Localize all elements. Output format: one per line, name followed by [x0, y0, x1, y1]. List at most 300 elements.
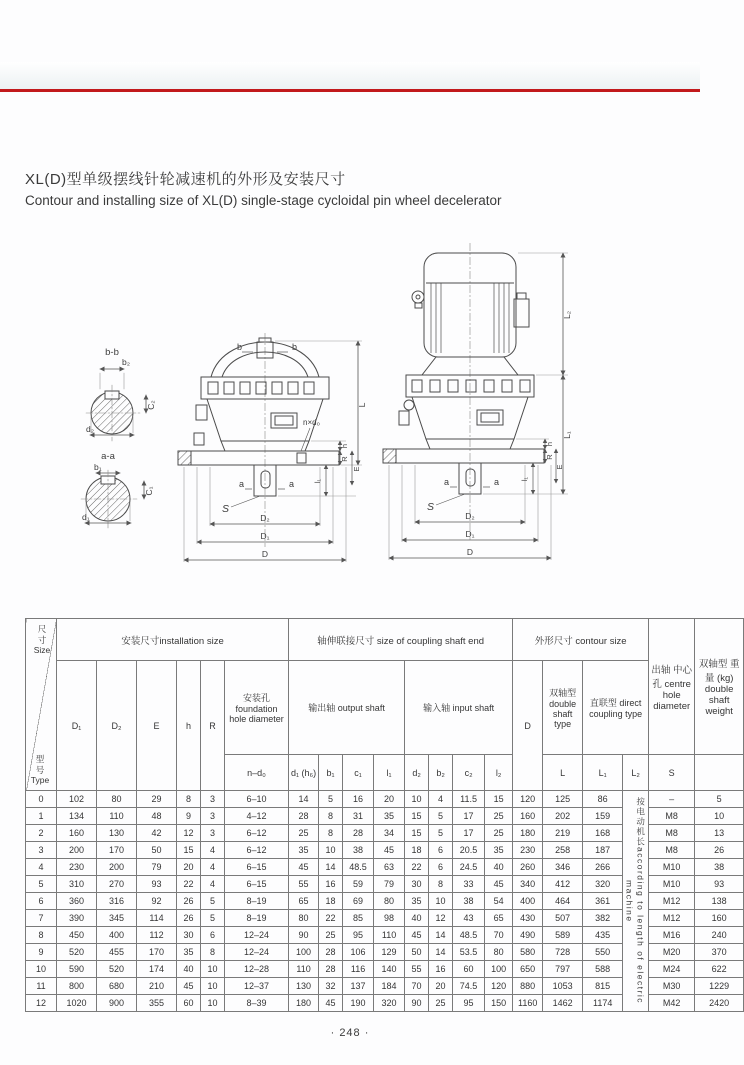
table-cell: 180 [289, 995, 319, 1012]
table-cell: M30 [649, 978, 695, 995]
table-cell: 187 [583, 842, 623, 859]
table-cell: 184 [374, 978, 405, 995]
table-cell: 588 [583, 961, 623, 978]
table-cell: 490 [513, 927, 543, 944]
table-cell: 900 [97, 995, 137, 1012]
table-cell: 35 [374, 808, 405, 825]
table-cell: 45 [319, 995, 343, 1012]
table-cell: 8–19 [225, 910, 289, 927]
table-cell: 86 [583, 791, 623, 808]
table-cell: 170 [137, 944, 177, 961]
table-cell: 200 [97, 859, 137, 876]
dim-label-c2: C₂ [146, 400, 156, 410]
table-cell: 14 [429, 944, 453, 961]
header-weight: 双轴型 重量 (kg) double shaft weight [695, 619, 744, 755]
table-cell: 15 [405, 808, 429, 825]
dim-label-d2: d₂ [86, 424, 95, 434]
table-cell: 160 [513, 808, 543, 825]
table-cell: 12 [177, 825, 201, 842]
table-cell: 520 [57, 944, 97, 961]
table-cell: 17 [453, 808, 485, 825]
table-cell: 70 [485, 927, 513, 944]
table-cell: 130 [97, 825, 137, 842]
table-cell: 40 [485, 859, 513, 876]
table-cell: 63 [374, 859, 405, 876]
table-cell: 10 [201, 978, 225, 995]
table-cell: 355 [137, 995, 177, 1012]
table-cell: 266 [583, 859, 623, 876]
table-cell: 17 [453, 825, 485, 842]
table-cell: 9 [177, 808, 201, 825]
table-cell: 28 [289, 808, 319, 825]
table-cell: 1174 [583, 995, 623, 1012]
vertical-note-cell: 按电动机长according to length of electric machine [623, 791, 649, 1012]
table-cell: 14 [429, 927, 453, 944]
table-cell: M8 [649, 825, 695, 842]
table-cell: 1229 [695, 978, 744, 995]
table-cell: 20 [429, 978, 453, 995]
header-E: E [137, 661, 177, 791]
table-cell: 45 [177, 978, 201, 995]
table-cell: M12 [649, 910, 695, 927]
table-cell: 728 [543, 944, 583, 961]
table-cell: 50 [137, 842, 177, 859]
dim-label-R-xld: R [545, 454, 554, 460]
table-cell: 5 [429, 825, 453, 842]
table-cell: 38 [695, 859, 744, 876]
table-cell: 15 [485, 791, 513, 808]
table-cell: 65 [289, 893, 319, 910]
table-cell: 53.5 [453, 944, 485, 961]
table-cell: 6–15 [225, 859, 289, 876]
red-rule [0, 89, 700, 92]
table-cell: 137 [343, 978, 374, 995]
table-cell: 25 [485, 825, 513, 842]
header-b2: b₂ [429, 755, 453, 791]
table-cell: 190 [343, 995, 374, 1012]
table-cell: 130 [289, 978, 319, 995]
table-cell: 90 [405, 995, 429, 1012]
table-cell: 180 [513, 825, 543, 842]
table-cell: 1 [26, 808, 57, 825]
header-group-coupling: 轴伸联接尺寸 size of coupling shaft end [289, 619, 513, 661]
table-cell: 90 [289, 927, 319, 944]
table-cell: 16 [319, 876, 343, 893]
header-h: h [177, 661, 201, 791]
table-cell: 25 [289, 825, 319, 842]
table-cell: 880 [513, 978, 543, 995]
table-cell: 400 [97, 927, 137, 944]
table-cell: 25 [429, 995, 453, 1012]
table-cell: 79 [137, 859, 177, 876]
dim-label-h-xld: h [545, 441, 554, 447]
table-cell: 4 [201, 842, 225, 859]
table-cell: M42 [649, 995, 695, 1012]
dim-label-l1-xld: l₁ [520, 476, 529, 482]
table-cell: 10 [201, 961, 225, 978]
section-mark-a-left-xld: a [444, 477, 450, 487]
table-cell: M24 [649, 961, 695, 978]
header-input-shaft: 输入轴 input shaft [405, 661, 513, 755]
table-cell: 507 [543, 910, 583, 927]
dim-label-L: L [357, 402, 367, 408]
table-cell: 270 [97, 876, 137, 893]
table-cell: 10 [201, 995, 225, 1012]
dim-label-R: R [340, 456, 349, 462]
table-cell: 5 [695, 791, 744, 808]
dim-label-D2-xld: D₂ [465, 511, 475, 521]
table-cell: 55 [289, 876, 319, 893]
dim-label-E: E [352, 466, 361, 472]
table-cell: 412 [543, 876, 583, 893]
table-cell: 4–12 [225, 808, 289, 825]
table-cell: M20 [649, 944, 695, 961]
table-cell: 219 [543, 825, 583, 842]
table-cell: 40 [405, 910, 429, 927]
table-cell: 80 [97, 791, 137, 808]
dim-label-D-xld: D [466, 547, 474, 557]
table-cell: 45 [405, 927, 429, 944]
table-cell: 25 [319, 927, 343, 944]
table-cell: 8 [26, 927, 57, 944]
table-cell: 390 [57, 910, 97, 927]
table-cell: 260 [513, 859, 543, 876]
table-cell: 230 [57, 859, 97, 876]
table-cell: 520 [97, 961, 137, 978]
table-cell: 258 [543, 842, 583, 859]
shaft-end-label-s: S [222, 503, 230, 515]
table-cell: M10 [649, 876, 695, 893]
table-cell: 3 [201, 825, 225, 842]
table-cell: 2420 [695, 995, 744, 1012]
section-aa-title: a-a [101, 451, 115, 462]
table-cell: 316 [97, 893, 137, 910]
header-R: R [201, 661, 225, 791]
header-double-shaft-type: 双轴型 double shaft type [543, 661, 583, 755]
table-cell: 6 [26, 893, 57, 910]
table-cell: M8 [649, 842, 695, 859]
table-cell: 310 [57, 876, 97, 893]
table-cell: 680 [97, 978, 137, 995]
table-cell: 25 [485, 808, 513, 825]
header-L1: L₁ [583, 755, 623, 791]
table-cell: 93 [137, 876, 177, 893]
table-cell: 45 [374, 842, 405, 859]
table-cell: 10 [405, 791, 429, 808]
table-cell: M10 [649, 859, 695, 876]
table-cell: 9 [26, 944, 57, 961]
table-cell: 7 [26, 910, 57, 927]
header-weight-empty [695, 755, 744, 791]
table-cell: 22 [319, 910, 343, 927]
section-view-aa [81, 451, 154, 528]
table-cell: 69 [343, 893, 374, 910]
table-cell: 382 [583, 910, 623, 927]
table-cell: 345 [97, 910, 137, 927]
page-title-zh: XL(D)型单级摆线针轮减速机的外形及安装尺寸 [25, 171, 346, 188]
header-l2: l₂ [485, 755, 513, 791]
table-cell: 8 [319, 808, 343, 825]
dim-label-h: h [340, 443, 349, 449]
table-cell: 48.5 [453, 927, 485, 944]
table-cell: 138 [695, 893, 744, 910]
table-cell: 6 [429, 859, 453, 876]
table-cell: 2 [26, 825, 57, 842]
table-cell: 116 [343, 961, 374, 978]
dim-label-D1-xld: D₁ [465, 529, 475, 539]
table-cell: 20 [374, 791, 405, 808]
table-cell: 320 [374, 995, 405, 1012]
table-cell: 11.5 [453, 791, 485, 808]
table-cell: 18 [405, 842, 429, 859]
table-cell: 340 [513, 876, 543, 893]
table-cell: 160 [695, 910, 744, 927]
header-d1h6: d₁ (h₆) [289, 755, 319, 791]
table-cell: 589 [543, 927, 583, 944]
section-mark-b-left: b [237, 342, 243, 352]
table-cell: 35 [289, 842, 319, 859]
table-cell: 70 [405, 978, 429, 995]
table-cell: 8 [177, 791, 201, 808]
table-cell: 14 [289, 791, 319, 808]
header-direct-coupling-type: 直联型 direct coupling type [583, 661, 649, 755]
table-cell: 32 [319, 978, 343, 995]
table-cell: 200 [57, 842, 97, 859]
table-cell: 400 [513, 893, 543, 910]
table-cell: 210 [137, 978, 177, 995]
header-nd0: n–d₀ [225, 755, 289, 791]
section-mark-b-right: b [292, 342, 298, 352]
section-mark-a-left: a [239, 479, 245, 489]
header-centre-hole: 出轴 中心孔 centre hole diameter [649, 619, 695, 755]
table-cell: 22 [405, 859, 429, 876]
table-cell: 80 [374, 893, 405, 910]
table-cell: 650 [513, 961, 543, 978]
table-cell: 31 [343, 808, 374, 825]
corner-cell [26, 619, 57, 791]
table-cell: 361 [583, 893, 623, 910]
table-cell: 120 [513, 791, 543, 808]
table-cell: 59 [343, 876, 374, 893]
table-cell: 202 [543, 808, 583, 825]
spec-table [25, 618, 744, 1012]
table-cell: 550 [583, 944, 623, 961]
table-cell: 129 [374, 944, 405, 961]
table-cell: 54 [485, 893, 513, 910]
table-cell: 4 [429, 791, 453, 808]
table-cell: 34 [374, 825, 405, 842]
table-cell: 168 [583, 825, 623, 842]
header-l1: l₁ [374, 755, 405, 791]
table-cell: 112 [137, 927, 177, 944]
table-cell: 3 [201, 808, 225, 825]
table-cell: 29 [137, 791, 177, 808]
corner-type: 型号 Type [30, 754, 50, 786]
table-cell: 16 [429, 961, 453, 978]
table-cell: 160 [57, 825, 97, 842]
dim-label-E-xld: E [555, 464, 564, 470]
table-cell: 815 [583, 978, 623, 995]
table-cell: 170 [97, 842, 137, 859]
table-cell: 5 [26, 876, 57, 893]
table-cell: 30 [405, 876, 429, 893]
table-cell: 24.5 [453, 859, 485, 876]
table-cell: 15 [405, 825, 429, 842]
table-cell: 13 [695, 825, 744, 842]
shaft-end-label-s-xld: S [427, 501, 435, 513]
table-cell: 98 [374, 910, 405, 927]
table-cell: M16 [649, 927, 695, 944]
table-cell: 455 [97, 944, 137, 961]
header-foundation-hole: 安装孔 foundation hole diameter [225, 661, 289, 755]
table-cell: 10 [695, 808, 744, 825]
table-cell: 0 [26, 791, 57, 808]
table-cell: 320 [583, 876, 623, 893]
table-cell: 8 [201, 944, 225, 961]
header-output-shaft: 输出轴 output shaft [289, 661, 405, 755]
table-cell: 35 [177, 944, 201, 961]
table-cell: 95 [453, 995, 485, 1012]
table-cell: 92 [137, 893, 177, 910]
table-cell: 3 [26, 842, 57, 859]
table-cell: 102 [57, 791, 97, 808]
table-cell: 26 [177, 893, 201, 910]
table-cell: 80 [485, 944, 513, 961]
table-cell: 26 [695, 842, 744, 859]
header-b1: b₁ [319, 755, 343, 791]
table-cell: 28 [343, 825, 374, 842]
table-cell: 48 [137, 808, 177, 825]
table-cell: 8 [319, 825, 343, 842]
table-cell: 8–19 [225, 893, 289, 910]
header-L2: L₂ [623, 755, 649, 791]
dim-label-b1: b₁ [94, 462, 102, 472]
table-cell: 42 [137, 825, 177, 842]
table-cell: 6 [201, 927, 225, 944]
table-cell: 140 [374, 961, 405, 978]
table-cell: 800 [57, 978, 97, 995]
header-d2: d₂ [405, 755, 429, 791]
section-bb-title: b-b [105, 347, 119, 358]
table-cell: 38 [453, 893, 485, 910]
dim-label-l1: l₁ [313, 478, 322, 484]
table-cell: 6–15 [225, 876, 289, 893]
table-cell: 48.5 [343, 859, 374, 876]
table-cell: 12–28 [225, 961, 289, 978]
table-cell: 22 [177, 876, 201, 893]
table-cell: 6–12 [225, 825, 289, 842]
table-cell: 6–10 [225, 791, 289, 808]
table-cell: 100 [485, 961, 513, 978]
table-cell: 590 [57, 961, 97, 978]
table-body [26, 791, 744, 1012]
table-cell: 797 [543, 961, 583, 978]
section-mark-a-right: a [289, 479, 295, 489]
corner-size: 尺寸 Size [33, 624, 51, 656]
table-cell: 464 [543, 893, 583, 910]
table-cell: 622 [695, 961, 744, 978]
table-cell: 346 [543, 859, 583, 876]
table-cell: 10 [26, 961, 57, 978]
table-cell: 65 [485, 910, 513, 927]
table-cell: 20.5 [453, 842, 485, 859]
header-L: L [543, 755, 583, 791]
title-block [25, 168, 675, 208]
table-cell: 60 [177, 995, 201, 1012]
table-cell: 12 [429, 910, 453, 927]
table-cell: 18 [319, 893, 343, 910]
table-cell: 100 [289, 944, 319, 961]
table-cell: M12 [649, 893, 695, 910]
table-cell: 450 [57, 927, 97, 944]
section-mark-a-right-xld: a [494, 477, 500, 487]
section-view-bb [86, 347, 156, 441]
table-cell: 93 [695, 876, 744, 893]
table-cell: 15 [177, 842, 201, 859]
table-cell: 106 [343, 944, 374, 961]
table-cell: 30 [177, 927, 201, 944]
table-cell: 174 [137, 961, 177, 978]
table-cell: 33 [453, 876, 485, 893]
table-cell: 435 [583, 927, 623, 944]
holes-label-nd0: n×d₀ [303, 418, 320, 427]
table-cell: 110 [97, 808, 137, 825]
table-cell: 55 [405, 961, 429, 978]
table-cell: – [649, 791, 695, 808]
table-cell: 20 [177, 859, 201, 876]
table-cell: 360 [57, 893, 97, 910]
table-cell: 10 [429, 893, 453, 910]
table-cell: 5 [201, 910, 225, 927]
table-cell: 35 [485, 842, 513, 859]
table-cell: 230 [513, 842, 543, 859]
table-cell: 1020 [57, 995, 97, 1012]
technical-drawings [0, 235, 700, 580]
header-c1: c₁ [343, 755, 374, 791]
table-cell: 430 [513, 910, 543, 927]
table-cell: 50 [405, 944, 429, 961]
table-cell: 12–24 [225, 944, 289, 961]
dim-label-b2: b₂ [122, 357, 131, 367]
header-D: D [513, 661, 543, 791]
header-group-installation: 安装尺寸installation size [57, 619, 289, 661]
table-cell: 4 [201, 876, 225, 893]
dim-label-d1: d₁ [82, 512, 90, 522]
header-S: S [649, 755, 695, 791]
header-D2: D₂ [97, 661, 137, 791]
table-cell: 110 [374, 927, 405, 944]
table-cell: 60 [453, 961, 485, 978]
dim-label-D1: D₁ [260, 531, 270, 541]
table-cell: 1462 [543, 995, 583, 1012]
header-shade-band [0, 62, 700, 89]
table-cell: 5 [429, 808, 453, 825]
table-cell: M8 [649, 808, 695, 825]
table-cell: 12 [26, 995, 57, 1012]
table-cell: 85 [343, 910, 374, 927]
table-cell: 110 [289, 961, 319, 978]
table-cell: 6–12 [225, 842, 289, 859]
table-cell: 6 [429, 842, 453, 859]
table-cell: 43 [453, 910, 485, 927]
table-cell: 4 [26, 859, 57, 876]
dim-label-L1: L₁ [562, 431, 572, 439]
table-cell: 14 [319, 859, 343, 876]
table-cell: 40 [177, 961, 201, 978]
table-cell: 240 [695, 927, 744, 944]
table-cell: 114 [137, 910, 177, 927]
header-c2: c₂ [453, 755, 485, 791]
